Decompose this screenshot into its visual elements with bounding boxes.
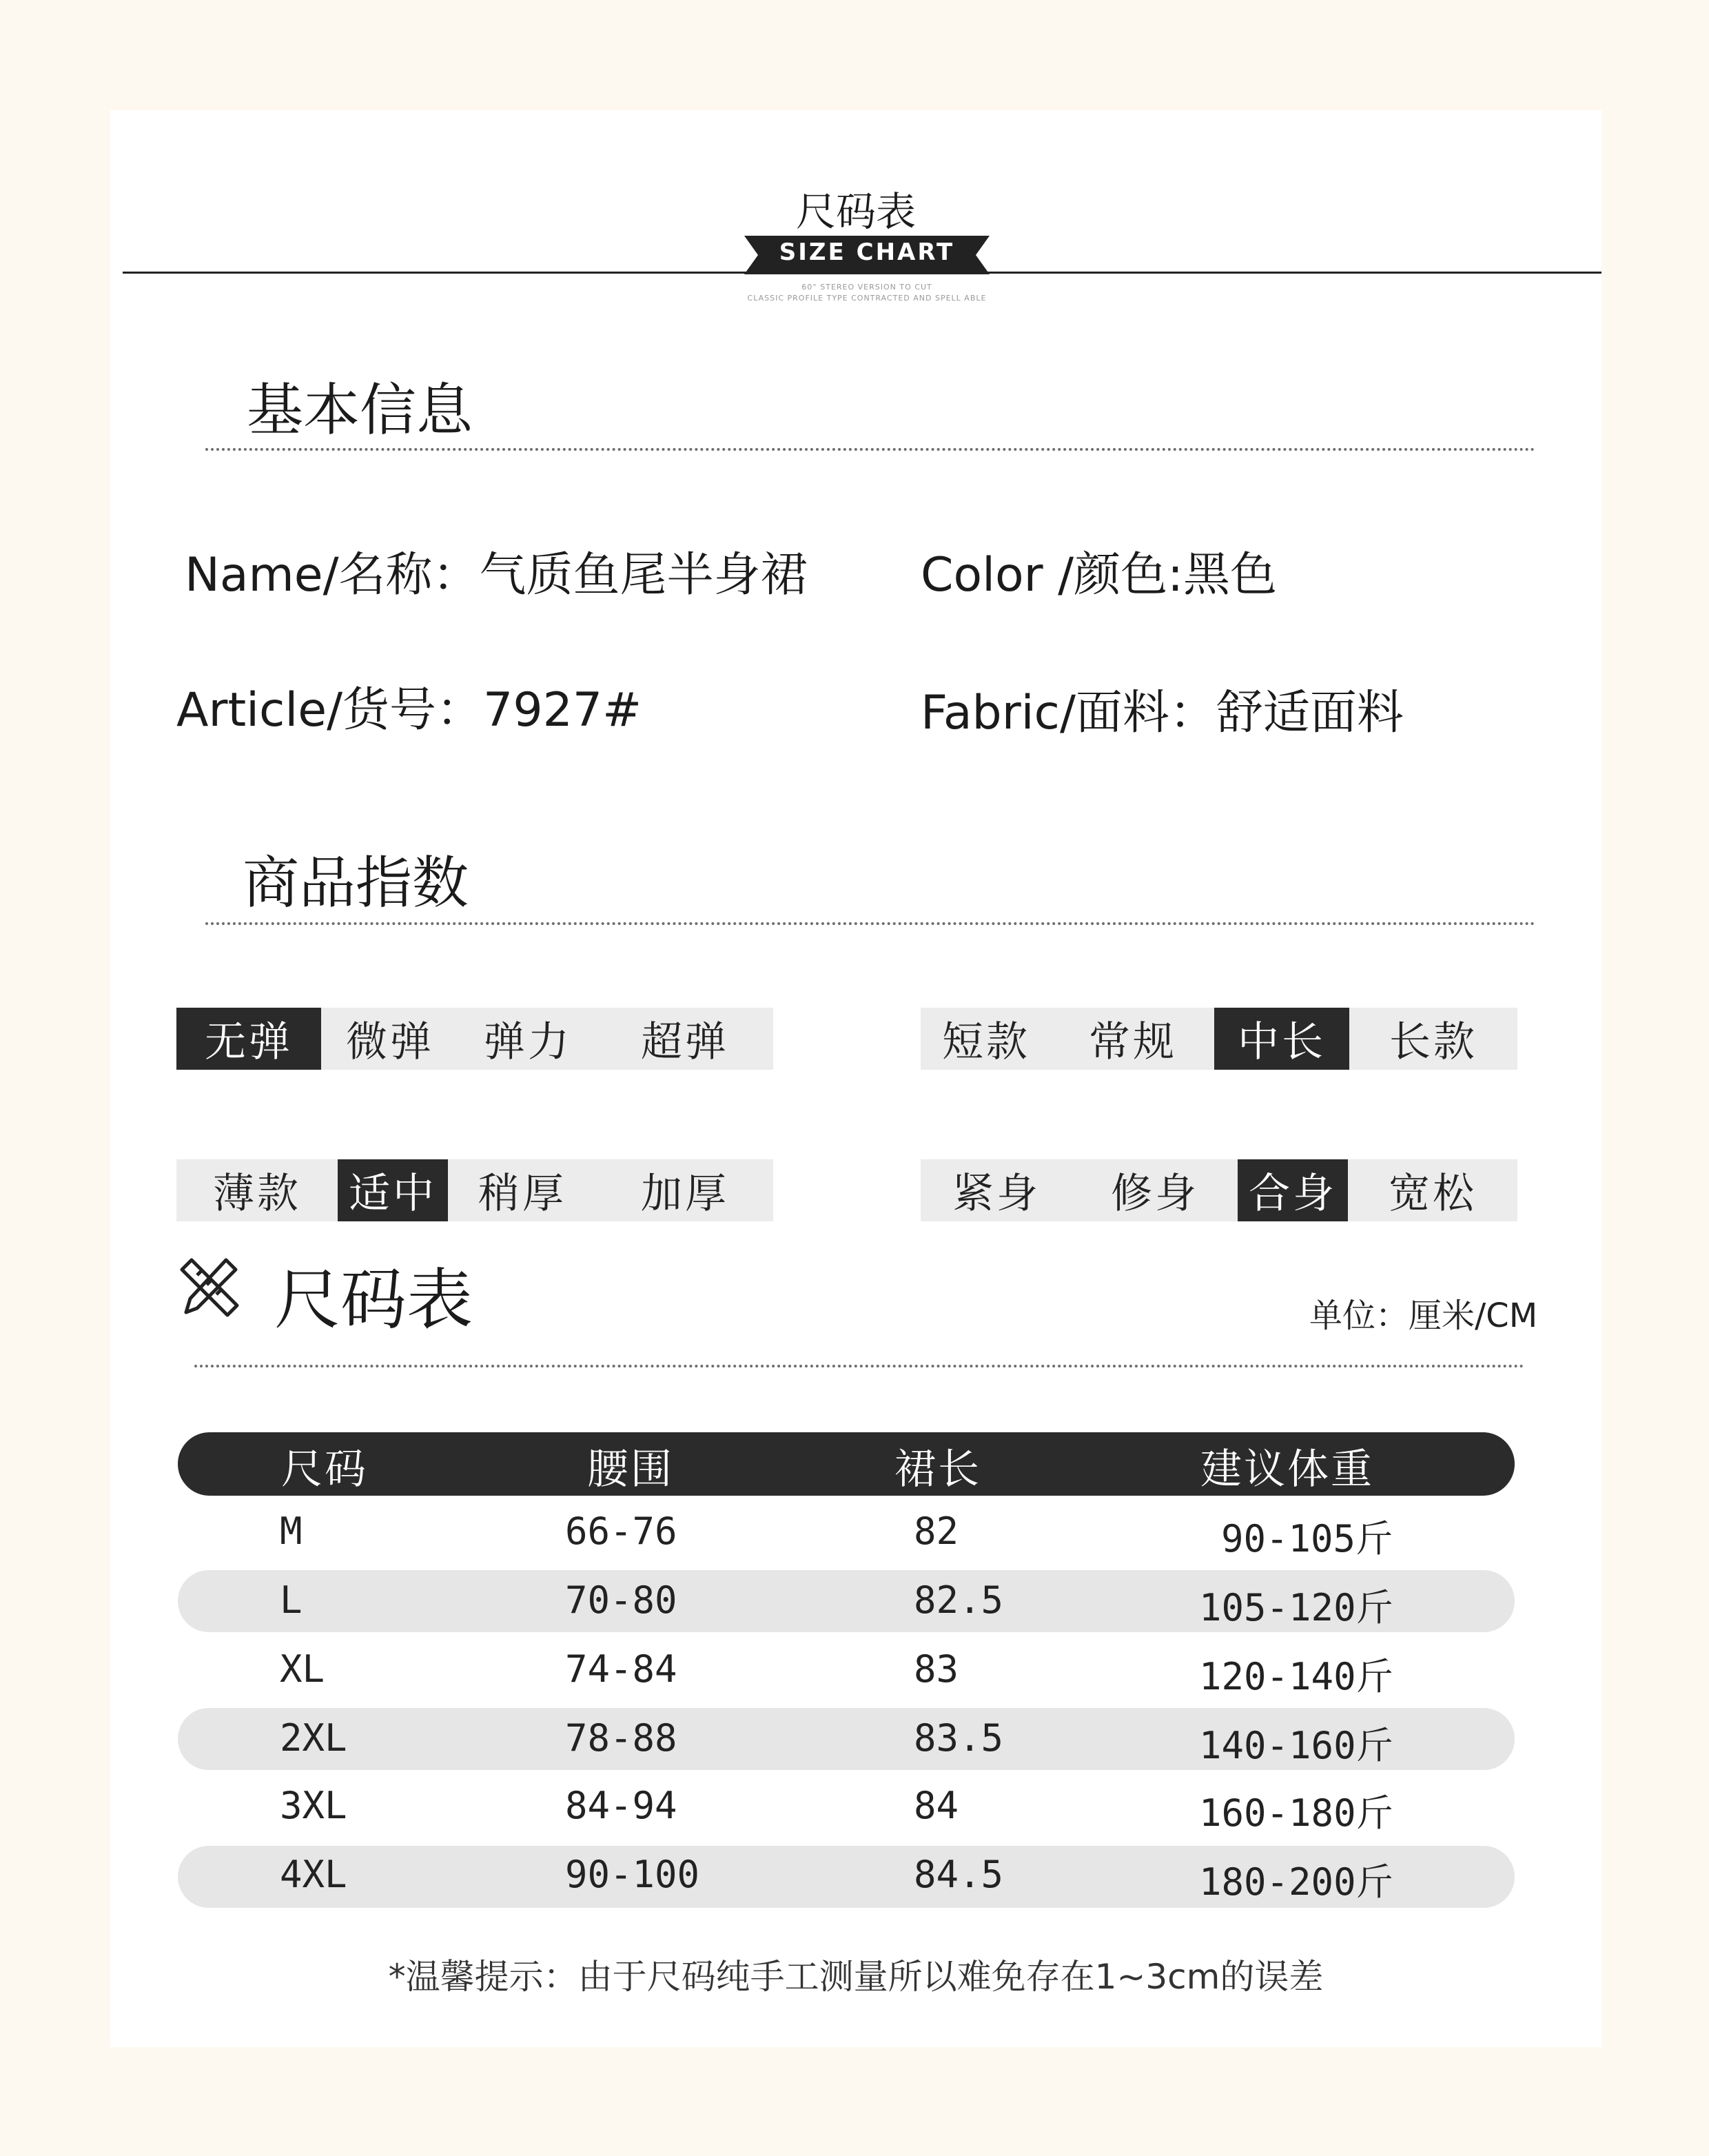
length-scale [921, 1008, 1517, 1070]
product-index-divider [205, 922, 1535, 925]
size-chart-heading: 尺码表 [274, 1261, 473, 1339]
thickness-option-4: 加厚 [641, 1170, 729, 1218]
table-cell: 70-80 [565, 1578, 677, 1622]
table-cell: 83.5 [914, 1716, 1004, 1760]
elasticity-option-3: 弹力 [484, 1018, 572, 1066]
table-cell: 84 [914, 1784, 959, 1827]
table-cell: 120-140斤 [1199, 1655, 1393, 1698]
table-cell: L [280, 1578, 303, 1622]
table-cell: 74-84 [565, 1647, 677, 1691]
fit-option-3: 合身 [1238, 1159, 1348, 1221]
table-cell: 78-88 [565, 1716, 677, 1760]
table-cell: 84-94 [565, 1784, 677, 1827]
size-chart-divider [194, 1365, 1524, 1367]
unit-label: 单位：厘米/CM [1309, 1296, 1538, 1335]
elasticity-scale [176, 1008, 773, 1070]
table-cell: 84.5 [914, 1853, 1004, 1896]
elasticity-option-4: 超弹 [641, 1018, 729, 1066]
banner-subline-2: CLASSIC PROFILE TYPE CONTRACTED AND SPELL ABLE [747, 294, 987, 303]
fit-option-2: 修身 [1111, 1170, 1199, 1218]
table-cell: 160-180斤 [1199, 1791, 1393, 1835]
thickness-option-2: 适中 [338, 1159, 448, 1221]
thickness-scale [176, 1159, 773, 1221]
table-cell: 3XL [280, 1784, 347, 1827]
size-chart-sheet [110, 110, 1601, 2047]
table-cell: 2XL [280, 1716, 347, 1760]
fit-option-1: 紧身 [952, 1170, 1041, 1218]
product-fabric: Fabric/面料：舒适面料 [921, 686, 1404, 740]
basic-info-divider [205, 448, 1535, 451]
elasticity-option-2: 微弹 [346, 1018, 434, 1066]
product-color: Color /颜色:黑色 [921, 548, 1277, 602]
table-cell: 82.5 [914, 1578, 1004, 1622]
banner-subline-1: 60° STEREO VERSION TO CUT [801, 283, 932, 292]
length-option-3: 中长 [1214, 1008, 1349, 1070]
length-option-1: 短款 [942, 1018, 1030, 1066]
product-index-heading: 商品指数 [243, 851, 469, 916]
table-cell: 82 [914, 1509, 959, 1553]
fit-scale [921, 1159, 1517, 1221]
table-cell: XL [280, 1647, 325, 1691]
column-header-size: 尺码 [281, 1445, 368, 1494]
elasticity-option-1: 无弹 [176, 1008, 321, 1070]
measurement-footnote: *温馨提示：由于尺码纯手工测量所以难免存在1~3cm的误差 [388, 1957, 1324, 1997]
page-title: 尺码表 [795, 188, 916, 235]
table-cell: 180-200斤 [1199, 1860, 1393, 1904]
product-article: Article/货号：7927# [176, 683, 642, 738]
thickness-option-1: 薄款 [213, 1170, 301, 1218]
table-cell: 90-100 [565, 1853, 700, 1896]
table-cell: M [280, 1509, 303, 1553]
table-cell: 66-76 [565, 1509, 677, 1553]
basic-info-heading: 基本信息 [247, 378, 473, 443]
column-header-waist: 腰围 [587, 1445, 674, 1494]
ruler-pencil-icon [176, 1254, 241, 1319]
table-cell: 4XL [280, 1853, 347, 1896]
fit-option-4: 宽松 [1389, 1170, 1477, 1218]
column-header-skirt-length: 裙长 [894, 1445, 981, 1494]
banner-text: SIZE CHART [779, 238, 955, 266]
table-cell: 140-160斤 [1199, 1724, 1393, 1767]
thickness-option-3: 稍厚 [478, 1170, 566, 1218]
length-option-2: 常规 [1089, 1018, 1177, 1066]
length-option-4: 长款 [1389, 1018, 1477, 1066]
table-cell: 90-105斤 [1221, 1517, 1393, 1560]
product-name: Name/名称：气质鱼尾半身裙 [185, 548, 808, 602]
table-cell: 105-120斤 [1199, 1586, 1393, 1629]
table-cell: 83 [914, 1647, 959, 1691]
column-header-weight: 建议体重 [1200, 1445, 1374, 1494]
